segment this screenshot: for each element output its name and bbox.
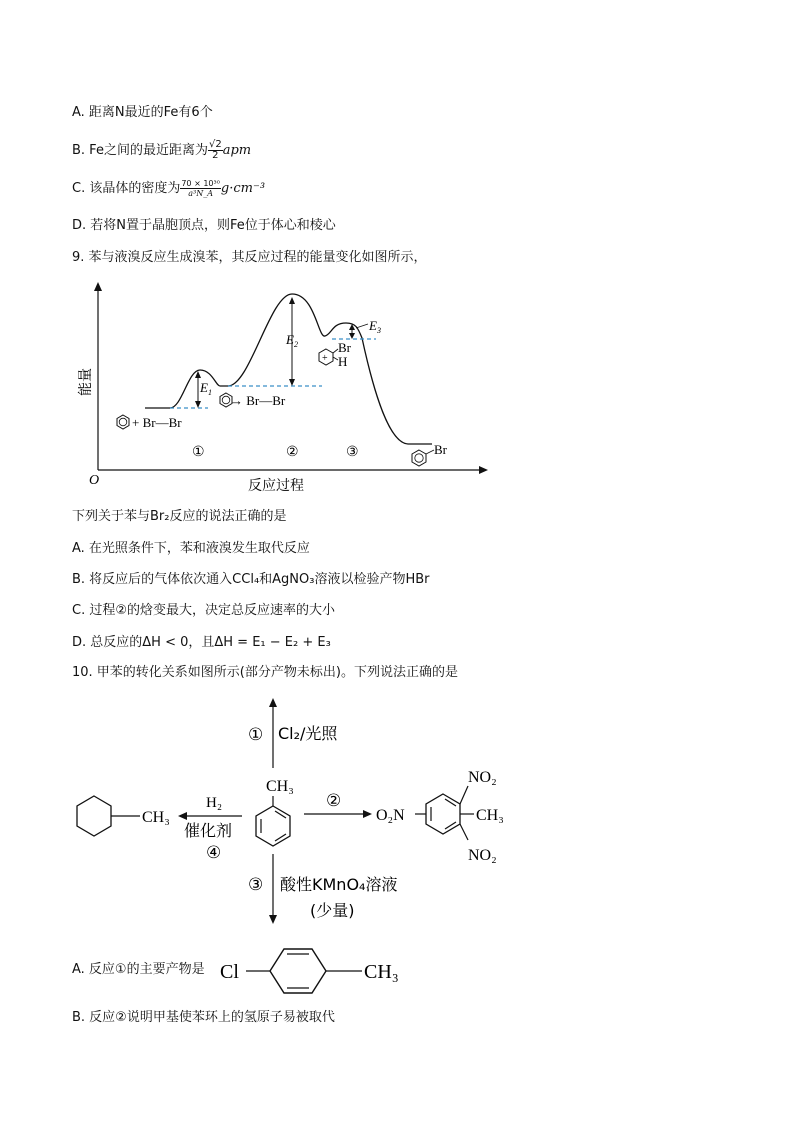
x-axis-label: 反应过程 [248, 478, 304, 494]
y-axis-arrow-icon [94, 282, 102, 291]
arrow-down-icon [289, 379, 295, 386]
arrow-right-icon [363, 810, 372, 818]
aromatic-circle-icon [415, 454, 423, 462]
benzene-ring-icon [270, 949, 326, 993]
tnt-o2n: O₂N [376, 807, 405, 824]
e3-label [368, 318, 381, 335]
q8-option-d: D. 若将N置于晶胞顶点，则Fe位于体心和棱心 [72, 218, 336, 233]
reactant-label: + Br—Br [132, 415, 182, 430]
q8-option-b-suffix: apm [222, 143, 252, 158]
q8-option-c [72, 179, 265, 198]
aromatic-circle-icon [222, 396, 230, 404]
q10-stem: 10. 甲苯的转化关系如图所示(部分产物未标出)。下列说法正确的是 [72, 665, 458, 680]
q8-option-b-prefix: B. Fe之间的最近距离为 [72, 143, 208, 158]
fraction-numerator: 70 × 10³⁰ [181, 179, 220, 188]
q8-option-b [72, 140, 251, 161]
q8-option-a: A. 距离N最近的Fe有6个 [72, 105, 213, 120]
q9-option-b: B. 将反应后的气体依次通入CCl₄和AgNO₃溶液以检验产物HBr [72, 572, 430, 587]
benzene-ring-icon [412, 450, 426, 466]
reaction-3-number: ③ [248, 875, 264, 894]
origin-label: O [89, 473, 100, 488]
reaction-2-number: ② [326, 791, 342, 810]
q9-option-a: A. 在光照条件下，苯和液溴发生取代反应 [72, 541, 310, 556]
q9-question: 下列关于苯与Br₂反应的说法正确的是 [72, 509, 287, 524]
toluene-reaction-scheme [60, 690, 540, 930]
arrow-up-icon [269, 698, 277, 707]
cyclohexane-ring-icon [77, 796, 111, 836]
q9-option-d: D. 总反应的ΔH < 0，且ΔH = E₁ − E₂ + E₃ [72, 635, 331, 650]
tnt-ch3: CH₃ [476, 807, 504, 824]
e3-leader-line [356, 324, 368, 328]
step-1-label: ① [192, 445, 205, 460]
reaction-3-condition-note: (少量) [310, 901, 355, 920]
fraction-denominator: 2 [212, 150, 219, 161]
arrow-up-icon [289, 297, 295, 304]
chloro-label: Cl [220, 961, 239, 983]
reaction-4-number: ④ [206, 843, 222, 862]
intermediate-charge: + [322, 353, 328, 364]
reaction-1-number: ① [248, 725, 264, 744]
reaction-4-h2: H₂ [206, 795, 223, 811]
toluene-ch3: CH₃ [266, 778, 294, 795]
reaction-3-condition: 酸性KMnO₄溶液 [280, 875, 398, 894]
q8-option-b-fraction [208, 140, 223, 161]
arrow-down-icon [269, 915, 277, 924]
y-axis-label: 能量 [78, 368, 94, 396]
energy-diagram [70, 278, 500, 498]
fraction-denominator: a³N_A [188, 189, 213, 198]
tnt-no2-bottom: NO₂ [468, 847, 497, 864]
step-2-label: ② [286, 445, 299, 460]
e2-symbol: E [286, 332, 294, 347]
no2-bond [460, 824, 468, 840]
fraction-numerator: √2 [208, 139, 222, 150]
q10-option-a [72, 961, 205, 979]
c-br-bond [426, 450, 434, 454]
q9-stem: 9. 苯与液溴反应生成溴苯，其反应过程的能量变化如图所示， [72, 250, 427, 265]
tnt-no2-top: NO₂ [468, 769, 497, 786]
product-label: Br [434, 442, 447, 457]
q8-option-c-prefix: C. 该晶体的密度为 [72, 181, 181, 196]
e1-subscript: 1 [207, 388, 212, 397]
q10-option-b: B. 反应②说明甲基使苯环上的氢原子易被取代 [72, 1010, 335, 1025]
q8-option-c-suffix: g·cm⁻³ [220, 181, 266, 196]
arrow-left-icon [178, 812, 187, 820]
p-chlorotoluene-structure [218, 942, 418, 1000]
e1-symbol: E [200, 380, 208, 395]
methyl-label: CH₃ [364, 961, 399, 983]
e3-subscript: 3 [376, 326, 381, 335]
q10-option-a-prefix: A. 反应①的主要产物是 [72, 962, 205, 977]
arrow-down-icon [195, 401, 201, 408]
q8-option-c-fraction [180, 179, 221, 198]
cyclo-ch3: CH₃ [142, 809, 170, 826]
energy-curve [145, 294, 432, 444]
reaction-4-catalyst: 催化剂 [184, 821, 233, 840]
arrow-down-icon [349, 333, 355, 339]
q9-option-c: C. 过程②的焓变最大，决定总反应速率的大小 [72, 603, 335, 618]
step-3-label: ③ [346, 445, 359, 460]
e1-label [199, 380, 212, 397]
e3-symbol: E [369, 318, 377, 333]
no2-bond [460, 786, 468, 804]
aromatic-circle-icon [119, 418, 127, 426]
intermediate-br: Br [338, 340, 351, 355]
complex-label: → Br—Br [230, 393, 286, 408]
intermediate-h: H [338, 354, 348, 369]
e2-subscript: 2 [293, 340, 298, 349]
reaction-1-condition: Cl₂/光照 [278, 724, 338, 743]
e2-label [285, 332, 298, 349]
x-axis-arrow-icon [479, 466, 488, 474]
